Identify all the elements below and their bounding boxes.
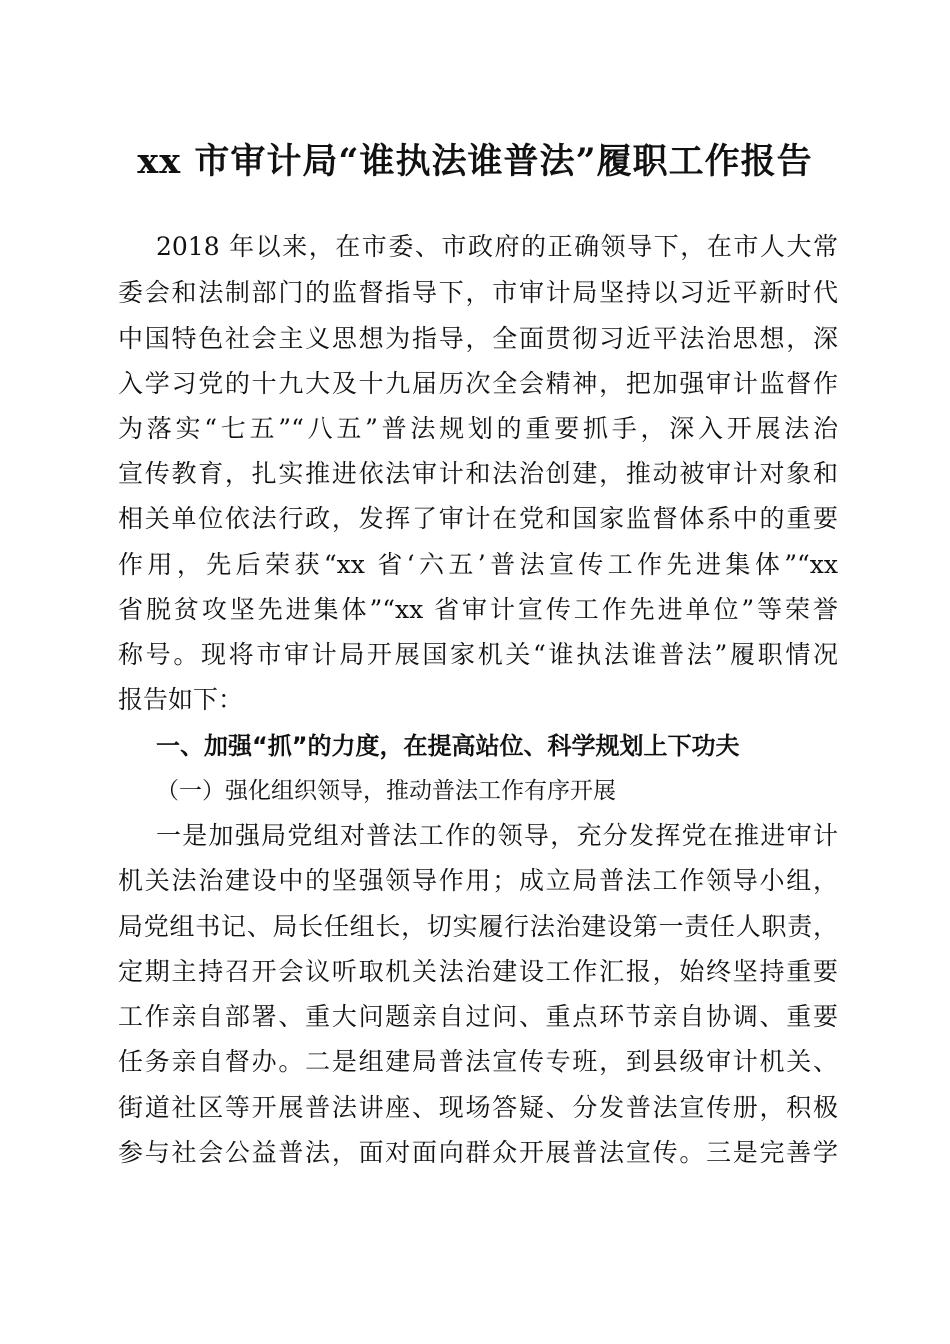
paragraph-line: 相关单位依法行政，发挥了审计在党和国家监督体系中的重要 xyxy=(118,504,838,533)
paragraph-line: 委会和法制部门的监督指导下，市审计局坚持以习近平新时代 xyxy=(118,278,838,307)
paragraph-line: 省脱贫攻坚先进集体”“xx 省审计宣传工作先进单位”等荣誉 xyxy=(118,595,838,624)
subsection-heading: （一）强化组织领导，推动普法工作有序开展 xyxy=(156,778,616,804)
paragraph-line: 参与社会公益普法，面对面向群众开展普法宣传。三是完善学 xyxy=(118,1138,838,1167)
paragraph-line: 局党组书记、局长任组长，切实履行法治建设第一责任人职责， xyxy=(118,912,838,941)
paragraph-line: 中国特色社会主义思想为指导，全面贯彻习近平法治思想，深 xyxy=(118,324,838,353)
paragraph-line: 宣传教育，扎实推进依法审计和法治创建，推动被审计对象和 xyxy=(118,459,838,488)
paragraph-line: 工作亲自部署、重大问题亲自过问、重点环节亲自协调、重要 xyxy=(118,1002,838,1031)
paragraph-line: 2018 年以来，在市委、市政府的正确领导下，在市人大常 xyxy=(156,232,838,261)
paragraph-line: 一是加强局党组对普法工作的领导，充分发挥党在推进审计 xyxy=(156,821,838,850)
paragraph-line: 入学习党的十九大及十九届历次全会精神，把加强审计监督作 xyxy=(118,369,838,398)
paragraph-line: 任务亲自督办。二是组建局普法宣传专班，到县级审计机关、 xyxy=(118,1047,838,1076)
paragraph-line: 机关法治建设中的坚强领导作用；成立局普法工作领导小组， xyxy=(118,866,838,895)
paragraph-line: 为落实“七五”“八五”普法规划的重要抓手，深入开展法治 xyxy=(118,414,838,443)
paragraph-line: 报告如下： xyxy=(118,685,244,714)
paragraph-line: 作用，先后荣获“xx 省‘六五’普法宣传工作先进集体”“xx xyxy=(118,550,838,579)
document-title: xx 市审计局“谁执法谁普法”履职工作报告 xyxy=(137,141,813,182)
paragraph-line: 称号。现将市审计局开展国家机关“谁执法谁普法”履职情况 xyxy=(118,640,838,669)
section-heading: 一、加强“抓”的力度，在提高站位、科学规划上下功夫 xyxy=(156,732,740,760)
paragraph-line: 街道社区等开展普法讲座、现场答疑、分发普法宣传册，积极 xyxy=(118,1093,838,1122)
paragraph-line: 定期主持召开会议听取机关法治建设工作汇报，始终坚持重要 xyxy=(118,957,838,986)
